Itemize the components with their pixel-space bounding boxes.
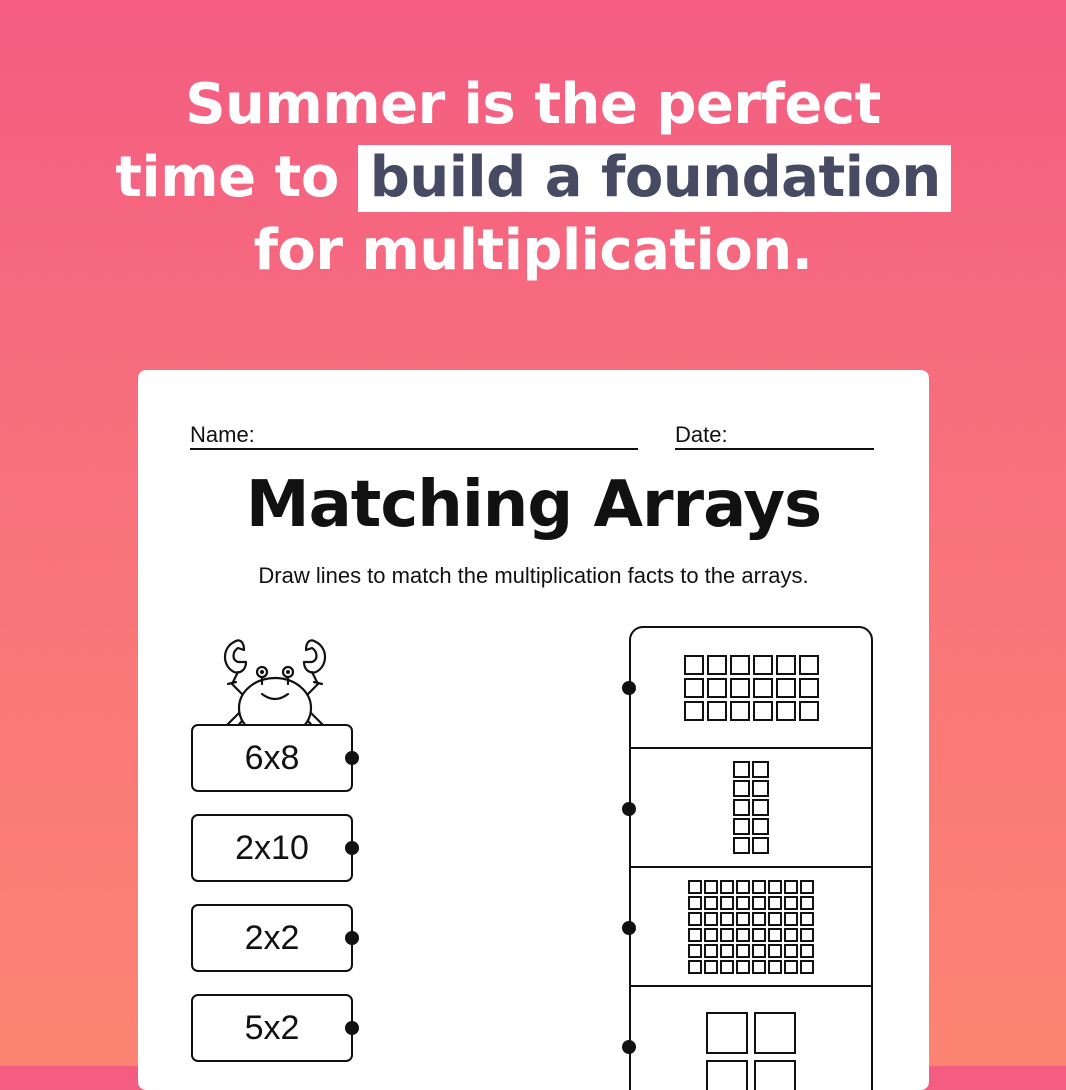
connector-dot (345, 1021, 359, 1035)
array-square (753, 800, 768, 815)
array-square (769, 913, 781, 925)
array-square (737, 897, 749, 909)
fact-card (191, 904, 353, 972)
array-square (801, 929, 813, 941)
array-square (705, 913, 717, 925)
array-square (753, 819, 768, 834)
fact-text: 2x2 (245, 919, 300, 958)
array-square (737, 945, 749, 957)
array-square (705, 881, 717, 893)
name-line (190, 448, 638, 450)
connector-dot (622, 802, 636, 816)
array-square (737, 961, 749, 973)
array-square (753, 945, 765, 957)
array-square (800, 679, 818, 697)
array-box (631, 747, 871, 866)
headline-line-2 (0, 141, 1066, 214)
array-square (754, 679, 772, 697)
connector-dot (622, 1040, 636, 1054)
array-grid (684, 655, 819, 721)
array-square (785, 929, 797, 941)
array-square (689, 881, 701, 893)
array-square (801, 881, 813, 893)
headline-line-1: Summer is the perfect (0, 68, 1066, 141)
array-square (705, 897, 717, 909)
array-box (631, 866, 871, 985)
array-square (777, 656, 795, 674)
array-square (685, 702, 703, 720)
array-square (721, 913, 733, 925)
array-square (753, 961, 765, 973)
array-square (785, 881, 797, 893)
headline-line-2-prefix: time to (115, 145, 358, 210)
array-square (737, 881, 749, 893)
date-line (675, 448, 874, 450)
array-square (721, 945, 733, 957)
worksheet-preview (138, 370, 929, 1090)
array-square (800, 702, 818, 720)
array-grid (706, 1012, 796, 1090)
worksheet-title: Matching Arrays (138, 468, 929, 542)
connector-dot (622, 681, 636, 695)
array-square (734, 819, 749, 834)
connector-dot (345, 841, 359, 855)
array-square (734, 781, 749, 796)
array-square (753, 881, 765, 893)
array-square (769, 945, 781, 957)
array-grid (688, 880, 814, 974)
array-square (689, 897, 701, 909)
array-box (631, 985, 871, 1090)
fact-card (191, 994, 353, 1062)
array-square (800, 656, 818, 674)
array-square (689, 945, 701, 957)
arrays-column (629, 626, 873, 1090)
array-square (721, 881, 733, 893)
headline-line-3: for multiplication. (0, 214, 1066, 287)
array-square (785, 913, 797, 925)
array-square (705, 945, 717, 957)
array-square (685, 679, 703, 697)
array-square (731, 656, 749, 674)
array-square (705, 961, 717, 973)
array-square (737, 929, 749, 941)
array-square (689, 961, 701, 973)
array-box (631, 628, 871, 747)
array-square (753, 897, 765, 909)
array-square (685, 656, 703, 674)
date-label: Date: (675, 422, 728, 448)
array-square (734, 762, 749, 777)
array-square (689, 929, 701, 941)
array-square (801, 945, 813, 957)
array-square (707, 1013, 747, 1053)
headline (0, 68, 1066, 287)
fact-card (191, 814, 353, 882)
array-square (777, 702, 795, 720)
array-square (721, 961, 733, 973)
array-square (785, 945, 797, 957)
connector-dot (622, 921, 636, 935)
array-square (721, 929, 733, 941)
crab-icon (216, 632, 334, 728)
connector-dot (345, 931, 359, 945)
array-square (753, 762, 768, 777)
array-square (801, 913, 813, 925)
array-square (753, 913, 765, 925)
array-square (769, 929, 781, 941)
array-square (707, 1061, 747, 1090)
connector-dot (345, 751, 359, 765)
array-square (721, 897, 733, 909)
name-label: Name: (190, 422, 255, 448)
array-square (777, 679, 795, 697)
array-square (708, 679, 726, 697)
array-square (754, 702, 772, 720)
array-square (705, 929, 717, 941)
array-square (801, 961, 813, 973)
fact-text: 6x8 (245, 739, 300, 778)
array-square (734, 838, 749, 853)
array-square (731, 679, 749, 697)
array-square (769, 881, 781, 893)
array-square (708, 702, 726, 720)
array-square (734, 800, 749, 815)
array-square (769, 897, 781, 909)
array-square (737, 913, 749, 925)
fact-card (191, 724, 353, 792)
array-square (754, 656, 772, 674)
worksheet-instructions: Draw lines to match the multiplication facts to the arrays. (138, 563, 929, 589)
array-square (731, 702, 749, 720)
array-grid (733, 761, 769, 854)
array-square (755, 1061, 795, 1090)
fact-text: 2x10 (235, 829, 309, 868)
array-square (755, 1013, 795, 1053)
headline-highlight: build a foundation (358, 145, 951, 212)
array-square (785, 897, 797, 909)
fact-text: 5x2 (245, 1009, 300, 1048)
array-square (708, 656, 726, 674)
array-square (689, 913, 701, 925)
array-square (801, 897, 813, 909)
array-square (753, 781, 768, 796)
array-square (769, 961, 781, 973)
array-square (785, 961, 797, 973)
array-square (753, 838, 768, 853)
array-square (753, 929, 765, 941)
